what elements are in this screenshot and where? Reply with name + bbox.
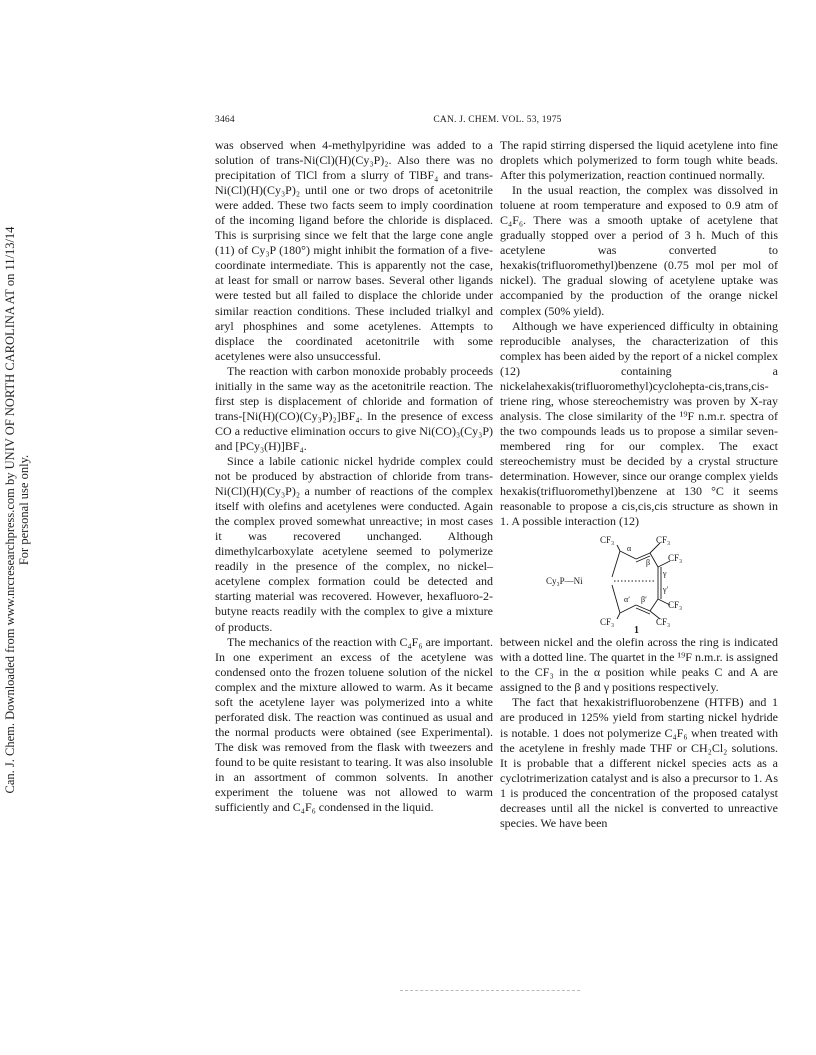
chemical-structure-1 bbox=[500, 533, 778, 637]
download-notice-strip bbox=[0, 0, 32, 1055]
paragraph: was observed when 4-methylpyridine was added to a solution of trans-Ni(Cl)(H)(Cy₃P)₂. Also there was no precipitation of TlCl from a slurry of TlBF₄ and trans-Ni(Cl)(H)(Cy₃P)₂ until one or two drops of acetonitrile were added. These two facts seem to imply coordination of the incoming ligand before the chloride is displaced. This is surprising since we felt that the large cone angle (11) of Cy₃P (180°) might inhibit the formation of a five-coordinate intermediate. This is apparently not the case, at least for small or narrow bases. Several other ligands were tested but all failed to displace the chloride under similar reaction conditions. These included trialkyl and aryl phosphines and some acetylenes. Attempts to displace the coordinated acetonitrile with some acetylenes were also unsuccessful. bbox=[215, 138, 493, 363]
scan-artifact bbox=[400, 990, 580, 995]
paragraph: The reaction with carbon monoxide probably proceeds initially in the same way as the acetonitrile reaction. The first step is displacement of chloride and formation of trans-[Ni(H)(CO)(Cy₃P)₂]BF₄. In the presence of excess CO a reductive elimination occurs to give Ni(CO)₃(Cy₃P) and [PCy₃(H)]BF₄. bbox=[215, 363, 493, 453]
paragraph: The mechanics of the reaction with C₄F₆ are important. In one experiment an excess of the acetylene was condensed onto the frozen toluene solution of the nickel complex and the mixture allowed to warm. As it became soft the acetylene layer was polymerized into a white perforated disk. The reaction was continued as usual and the normal products were obtained (see Experimental). The disk was removed from the flask with tweezers and found to be quite resistant to tearing. It was also insoluble in an assortment of common solvents. In another experiment the toluene was not allowed to warm sufficiently and C₄F₆ condensed in the liquid. bbox=[215, 634, 493, 815]
paragraph: The rapid stirring dispersed the liquid acetylene into fine droplets which polymerized to form tough white beads. After this polymerization, reaction continued normally. bbox=[500, 138, 778, 183]
cf3-label: CF₃ bbox=[600, 617, 615, 628]
gamma-prime-label: γ′ bbox=[663, 585, 669, 595]
cf3-label: CF₃ bbox=[668, 600, 683, 611]
cf3-label: CF₃ bbox=[600, 535, 615, 546]
left-column bbox=[215, 138, 493, 815]
cf3-label: CF₃ bbox=[656, 535, 671, 546]
paragraph: The fact that hexakistrifluorobenzene (HTFB) and 1 are produced in 125% yield from starting nickel hydride is notable. 1 does not polymerize C₄F₆ when treated with the acetylene in freshly made THF or CH₂Cl₂ solutions. It is probable that a different nickel species acts as a cyclotrimerization catalyst and is also a precursor to 1. As 1 is produced the concentration of the proposed catalyst decreases until all the nickel is converted to unreactive species. We have been bbox=[500, 695, 778, 830]
download-notice-line-2: For personal use only. bbox=[17, 454, 31, 566]
paragraph: In the usual reaction, the complex was dissolved in toluene at room temperature and exposed to 0.9 atm of C₄F₆. There was a smooth uptake of acetylene that gradually stopped over a period of 3 h. Much of this acetylene was converted to hexakis(trifluoromethyl)benzene (0.75 mol per mol of nickel). The gradual slowing of acetylene uptake was accompanied by the production of the orange nickel complex (50% yield). bbox=[500, 183, 778, 318]
paragraph: Although we have experienced difficulty in obtaining reproducible analyses, the characterization of this complex has been aided by the report of a nickel complex (12) containing a nickelahexakis(trifluoromethyl)cyclohepta-cis,trans,cis-triene ring, whose stereochemistry was proven by X-ray analysis. The close similarity of the ¹⁹F n.m.r. spectra of the two compounds leads us to propose a similar seven-membered ring for our complex. The exact stereochemistry must be decided by a crystal structure determination. However, since our orange complex yields hexakis(trifluoromethyl)benzene at 130 °C it seems reasonable to propose a cis,cis,cis structure as shown in 1. A possible interaction (12) bbox=[500, 318, 778, 529]
paragraph: between nickel and the olefin across the ring is indicated with a dotted line. The quartet in the ¹⁹F n.m.r. is assigned to the CF₃ in the α position while peaks C and A are assigned to the β and γ positions respectively. bbox=[500, 635, 778, 695]
structure-bonds bbox=[500, 533, 778, 633]
page-number: 3464 bbox=[215, 115, 235, 125]
alpha-prime-label: α′ bbox=[624, 595, 630, 605]
page-header bbox=[215, 115, 780, 131]
tricyclohexylphosphine-nickel-label: Cy₃P—Ni bbox=[546, 576, 583, 587]
alpha-label: α bbox=[627, 544, 632, 554]
compound-number: 1 bbox=[634, 625, 639, 637]
running-head: CAN. J. CHEM. VOL. 53, 1975 bbox=[433, 115, 562, 125]
beta-label: β bbox=[646, 558, 651, 568]
paragraph: Since a labile cationic nickel hydride complex could not be produced by abstraction of chloride from trans-Ni(Cl)(H)(Cy₃P)₂ a number of reactions of the complex itself with olefins and acetylenes were conducted. Again the complex proved somewhat unreactive; in most cases it was recovered unchanged. Although dimethylcarboxylate acetylene seemed to polymerize readily in the presence of the complex, no nickel–acetylene complex formation could be detected and starting material was recovered. However, hexafluoro-2-butyne reacts readily with the complex to give a mixture of products. bbox=[215, 453, 493, 634]
beta-prime-label: β′ bbox=[641, 595, 647, 605]
cf3-label: CF₃ bbox=[668, 553, 683, 564]
download-notice bbox=[3, 100, 31, 920]
download-notice-line-1: Can. J. Chem. Downloaded from www.nrcresearchpress.com by UNIV OF NORTH CAROLINA AT on 11/13/14 bbox=[3, 226, 17, 794]
right-column bbox=[500, 138, 778, 831]
gamma-label: γ bbox=[663, 569, 667, 579]
cf3-label: CF₃ bbox=[656, 617, 671, 628]
